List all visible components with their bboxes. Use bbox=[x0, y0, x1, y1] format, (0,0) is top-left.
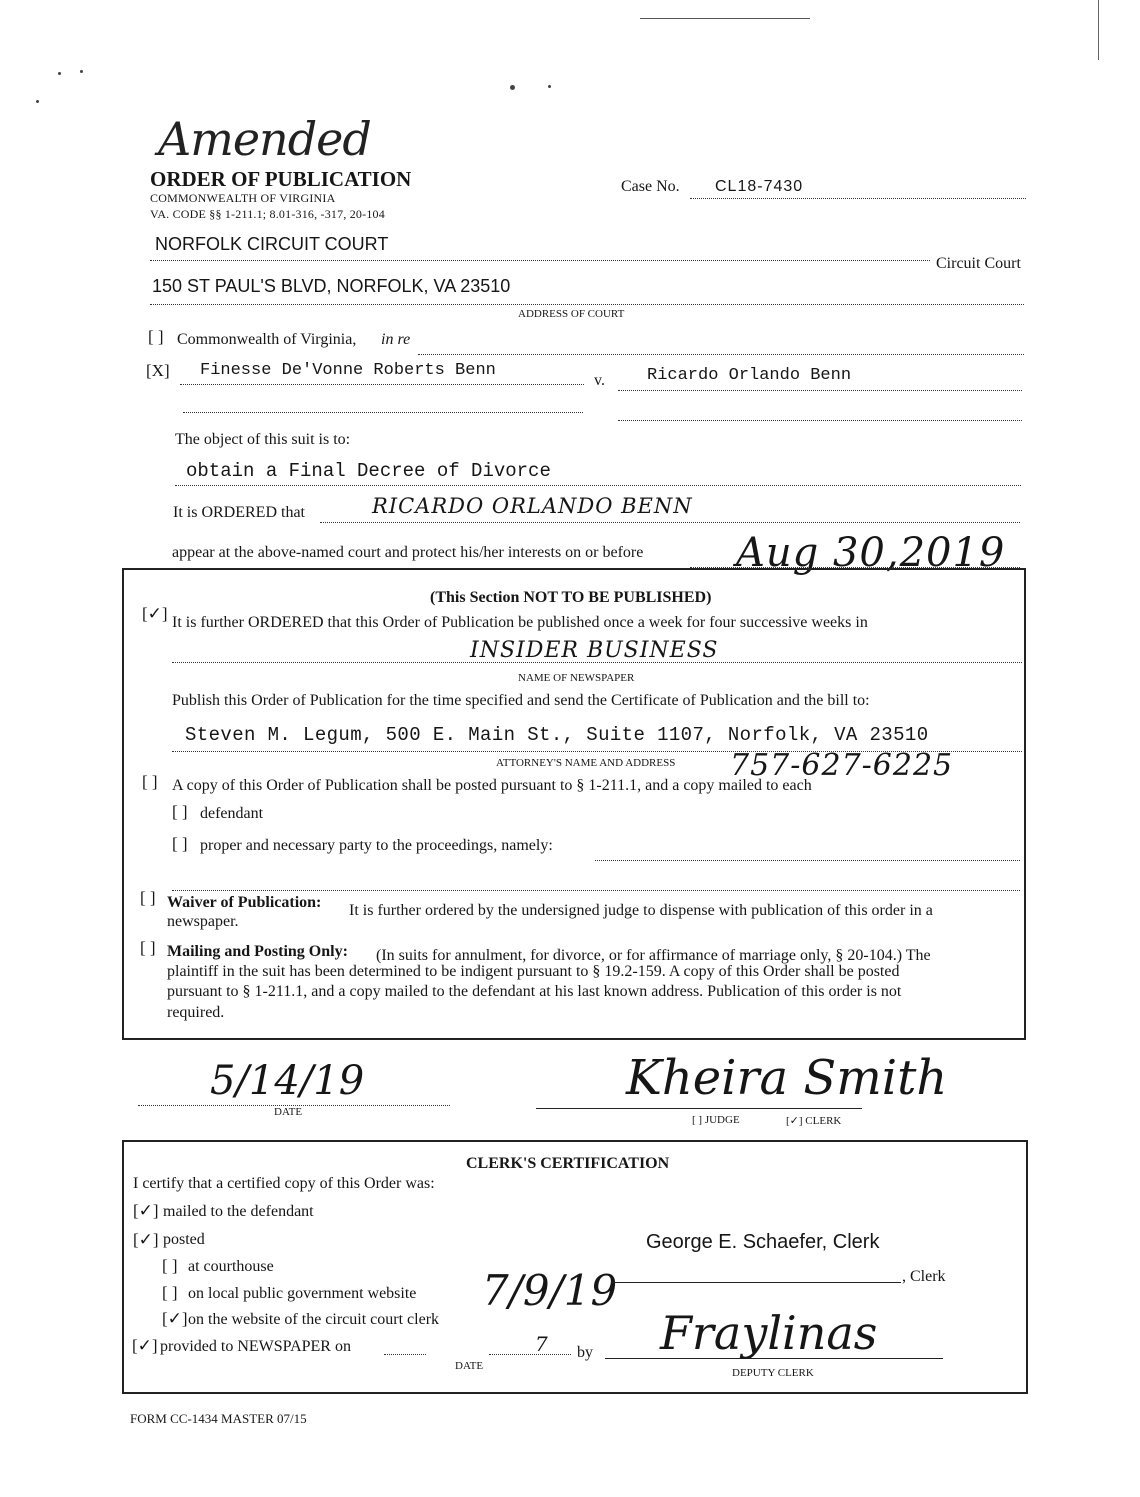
proper-party-option: proper and necessary party to the proceedings, namely: bbox=[200, 837, 553, 854]
by-label: by bbox=[577, 1344, 593, 1361]
proper-party-extra-line bbox=[172, 880, 1020, 891]
newspaper-option: provided to NEWSPAPER on bbox=[160, 1338, 351, 1355]
certification-hand-date: 7/9/19 bbox=[482, 1266, 618, 1315]
proper-party-checkbox[interactable]: [ ] bbox=[172, 834, 188, 853]
ordered-name-handwritten: RICARDO ORLANDO BENN bbox=[372, 494, 693, 518]
case-number: CL18-7430 bbox=[715, 178, 804, 195]
publish-send-text: Publish this Order of Publication for the time specified and send the Certificate of Publication and the bill to: bbox=[172, 692, 870, 709]
certification-heading: CLERK'S CERTIFICATION bbox=[466, 1155, 670, 1172]
defendant-option: defendant bbox=[200, 805, 264, 822]
newspaper-date-line bbox=[384, 1344, 426, 1355]
mailing-line-3: pursuant to § 1-211.1, and a copy mailed to the defendant at his last known address. Publication of this order is not bbox=[167, 983, 902, 1000]
scan-top-line bbox=[640, 18, 810, 19]
certification-date-value: 7 bbox=[535, 1332, 548, 1356]
appear-text: appear at the above-named court and protect his/her interests on or before bbox=[172, 544, 644, 561]
waiver-checkbox[interactable]: [ ] bbox=[140, 888, 156, 907]
court-name: NORFOLK CIRCUIT COURT bbox=[155, 234, 389, 254]
local-website-option: on local public government website bbox=[188, 1285, 417, 1302]
form-code: VA. CODE §§ 1-211.1; 8.01-316, -317, 20-104 bbox=[150, 207, 385, 221]
publish-checkbox[interactable]: [✓] bbox=[142, 604, 168, 623]
publish-order-text: It is further ORDERED that this Order of Publication be published once a week for four successive weeks in bbox=[172, 614, 868, 631]
courthouse-checkbox[interactable]: [ ] bbox=[162, 1256, 178, 1275]
judge-option: [ ] JUDGE bbox=[692, 1114, 740, 1126]
attorney-caption: ATTORNEY'S NAME AND ADDRESS bbox=[496, 757, 676, 769]
certification-date-caption: DATE bbox=[455, 1360, 484, 1372]
newspaper-caption: NAME OF NEWSPAPER bbox=[518, 672, 635, 684]
ordered-label: It is ORDERED that bbox=[173, 504, 305, 521]
object-label: The object of this suit is to: bbox=[175, 431, 351, 448]
mailed-option: mailed to the defendant bbox=[163, 1203, 314, 1220]
scan-speck bbox=[58, 72, 61, 75]
defendant-checkbox[interactable]: [ ] bbox=[172, 802, 188, 821]
form-title: ORDER OF PUBLICATION bbox=[150, 167, 412, 191]
court-address: 150 ST PAUL'S BLVD, NORFOLK, VA 23510 bbox=[152, 276, 511, 296]
clerk-signature: Kheira Smith bbox=[626, 1050, 948, 1106]
clerk-suffix: , Clerk bbox=[902, 1268, 946, 1285]
certification-intro: I certify that a certified copy of this Order was: bbox=[133, 1175, 435, 1192]
defendant-name: Ricardo Orlando Benn bbox=[647, 366, 852, 385]
posted-option: posted bbox=[163, 1231, 205, 1248]
deputy-clerk-caption: DEPUTY CLERK bbox=[732, 1367, 814, 1379]
attorney-address: Steven M. Legum, 500 E. Main St., Suite 1107, Norfolk, VA 23510 bbox=[185, 724, 929, 746]
in-re-label: in re bbox=[381, 331, 411, 348]
attorney-phone-handwritten: 757-627-6225 bbox=[730, 748, 954, 783]
waiver-text-2: newspaper. bbox=[167, 913, 239, 930]
scan-speck bbox=[36, 100, 39, 103]
mailing-posting-heading: Mailing and Posting Only: bbox=[167, 943, 348, 960]
in-re-line bbox=[418, 334, 1024, 355]
mailing-line-2: plaintiff in the suit has been determined to be indigent pursuant to § 19.2-159. A copy of this Order shall be posted bbox=[167, 963, 900, 980]
case-number-label: Case No. bbox=[621, 178, 680, 195]
posted-copy-text: A copy of this Order of Publication shall be posted pursuant to § 1-211.1, and a copy mailed to each bbox=[172, 777, 812, 794]
deputy-signature: Fraylinas bbox=[660, 1306, 878, 1360]
amended-handwritten: Amended bbox=[158, 112, 371, 166]
plaintiff-name: Finesse De'Vonne Roberts Benn bbox=[200, 361, 496, 380]
circuit-website-checkbox[interactable]: [✓] bbox=[162, 1309, 188, 1328]
commonwealth-checkbox[interactable]: [ ] bbox=[148, 327, 164, 346]
newspaper-handwritten: INSIDER BUSINESS bbox=[470, 638, 719, 663]
mailing-posting-checkbox[interactable]: [ ] bbox=[140, 938, 156, 957]
mailed-checkbox[interactable]: [✓] bbox=[133, 1201, 159, 1220]
commonwealth-label: Commonwealth of Virginia, bbox=[177, 331, 357, 348]
proper-party-line bbox=[595, 846, 1020, 861]
waiver-text: It is further ordered by the undersigned judge to dispense with publication of this order in a bbox=[349, 902, 933, 919]
address-caption: ADDRESS OF COURT bbox=[518, 308, 625, 320]
form-number: FORM CC-1434 MASTER 07/15 bbox=[130, 1411, 307, 1426]
posted-checkbox[interactable]: [✓] bbox=[133, 1230, 159, 1249]
circuit-court-label: Circuit Court bbox=[936, 255, 1021, 272]
form-subtitle: COMMONWEALTH OF VIRGINIA bbox=[150, 191, 336, 205]
scan-speck bbox=[510, 85, 515, 90]
scan-edge-line bbox=[1098, 0, 1099, 60]
clerk-name: George E. Schaefer, Clerk bbox=[646, 1231, 880, 1253]
scan-speck bbox=[548, 85, 551, 88]
appear-date-handwritten: Aug 30,2019 bbox=[736, 530, 1006, 576]
signature-date-caption: DATE bbox=[274, 1106, 303, 1118]
waiver-heading: Waiver of Publication: bbox=[167, 894, 322, 911]
clerk-option: [✓] CLERK bbox=[786, 1115, 842, 1127]
clerk-line bbox=[611, 1270, 901, 1283]
signature-date-handwritten: 5/14/19 bbox=[210, 1058, 365, 1104]
plaintiff-checkbox[interactable]: [X] bbox=[146, 361, 170, 380]
circuit-website-option: on the website of the circuit court clerk bbox=[188, 1311, 440, 1328]
newspaper-checkbox[interactable]: [✓] bbox=[132, 1336, 158, 1355]
local-website-checkbox[interactable]: [ ] bbox=[162, 1283, 178, 1302]
mailing-line-1: (In suits for annulment, for divorce, or for affirmance of marriage only, § 20-104.) The bbox=[376, 947, 931, 964]
certification-date-line bbox=[489, 1344, 571, 1355]
mailing-line-4: required. bbox=[167, 1004, 225, 1021]
plaintiff-extra-line bbox=[183, 398, 583, 413]
versus-label: v. bbox=[594, 372, 605, 389]
scan-speck bbox=[80, 70, 83, 73]
posted-copy-checkbox[interactable]: [ ] bbox=[142, 772, 158, 791]
courthouse-option: at courthouse bbox=[188, 1258, 274, 1275]
defendant-extra-line bbox=[618, 406, 1022, 421]
object-value: obtain a Final Decree of Divorce bbox=[186, 460, 551, 482]
not-published-heading: (This Section NOT TO BE PUBLISHED) bbox=[430, 589, 712, 606]
